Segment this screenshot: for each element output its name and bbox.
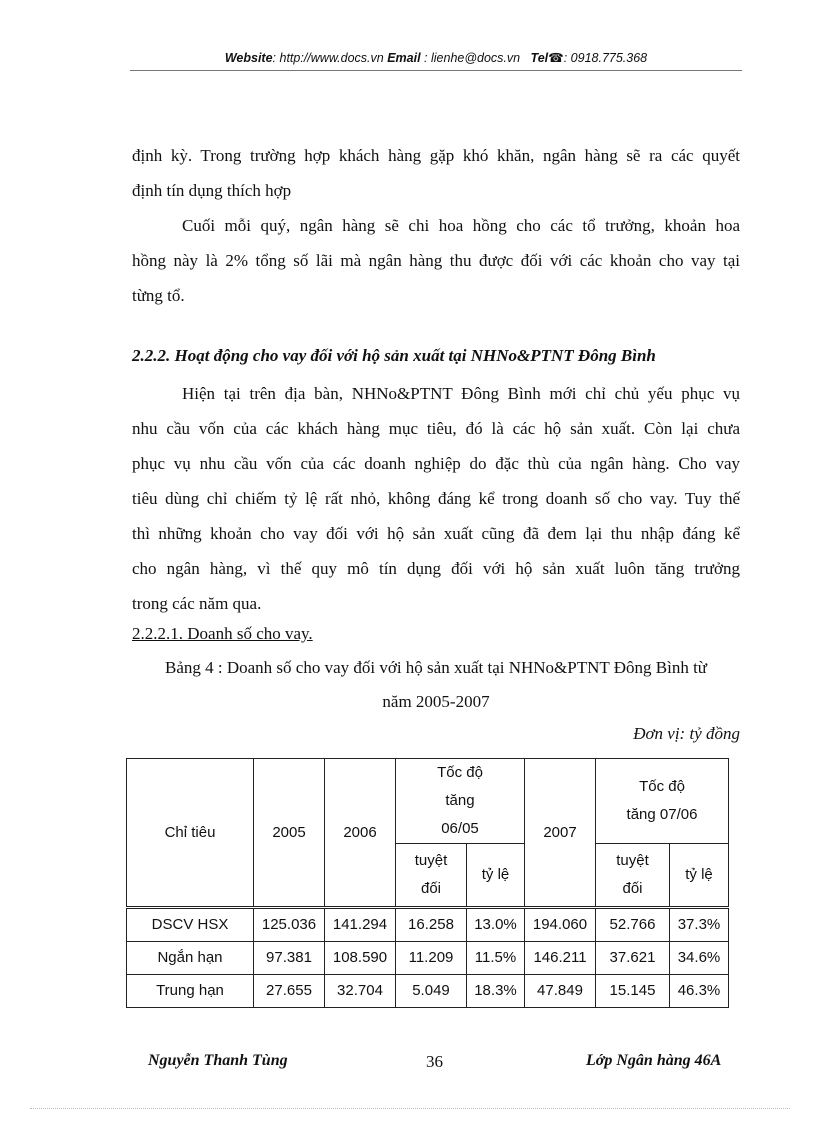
row-name: Ngắn hạn bbox=[127, 942, 254, 975]
cell-2007: 47.849 bbox=[525, 975, 596, 1008]
table-caption-line1: Bảng 4 : Doanh số cho vay đối với hộ sản xuất tại NHNo&PTNT Đông Bình từ bbox=[164, 658, 708, 677]
header-2006: 2006 bbox=[325, 759, 396, 908]
website-label: Website bbox=[224, 51, 273, 65]
subsection-heading: 2.2.2.1. Doanh số cho vay. bbox=[132, 624, 313, 643]
cell-2005: 125.036 bbox=[254, 908, 325, 942]
text-line: định tín dụng thích hợp bbox=[132, 181, 292, 200]
text-line: Cuối mỗi quý, ngân hàng sẽ chi hoa hồng cho các tổ trưởng, khoản hoa bbox=[182, 216, 740, 235]
cell-abs-06-05: 5.049 bbox=[396, 975, 467, 1008]
cell-abs-06-05: 11.209 bbox=[396, 942, 467, 975]
cell-2007: 146.211 bbox=[525, 942, 596, 975]
cell-abs-07-06: 52.766 bbox=[596, 908, 670, 942]
cell-rate-06-05: 11.5% bbox=[467, 942, 525, 975]
text-line: nhu cầu vốn của các khách hàng mục tiêu, đó là các hộ sản xuất. Còn lại chưa bbox=[132, 419, 740, 438]
text-line: từng tổ. bbox=[132, 286, 185, 305]
cell-rate-07-06: 34.6% bbox=[670, 942, 729, 975]
loan-turnover-table bbox=[126, 758, 729, 1008]
tel-label: Tel bbox=[530, 51, 549, 65]
footer-author: Nguyễn Thanh Tùng bbox=[148, 1052, 288, 1069]
table-caption bbox=[132, 651, 740, 719]
website-value[interactable]: : http://www.docs.vn bbox=[272, 51, 384, 65]
header-absolute: tuyệt đối bbox=[396, 844, 467, 908]
cell-2006: 108.590 bbox=[325, 942, 396, 975]
table-row bbox=[127, 908, 729, 942]
footer-divider bbox=[30, 1108, 790, 1109]
table-row bbox=[127, 942, 729, 975]
text-line: định kỳ. Trong trường hợp khách hàng gặp khó khăn, ngân hàng sẽ ra các quyết bbox=[132, 146, 740, 165]
footer-class: Lớp Ngân hàng 46A bbox=[586, 1052, 722, 1069]
header-2005: 2005 bbox=[254, 759, 325, 908]
header-rate: tỷ lệ bbox=[670, 844, 729, 908]
text-line: cho ngân hàng, vì thế quy mô tín dụng đối với hộ sản xuất luôn tăng trưởng bbox=[132, 559, 740, 578]
row-name: Trung hạn bbox=[127, 975, 254, 1008]
cell-rate-06-05: 13.0% bbox=[467, 908, 525, 942]
text-line: Hiện tại trên địa bàn, NHNo&PTNT Đông Bình mới chỉ chủ yếu phục vụ bbox=[182, 384, 740, 403]
intro-paragraph bbox=[132, 138, 740, 313]
cell-rate-06-05: 18.3% bbox=[467, 975, 525, 1008]
cell-2005: 27.655 bbox=[254, 975, 325, 1008]
text-line: phục vụ nhu cầu vốn của các doanh nghiệp do đặc thù của ngân hàng. Cho vay bbox=[132, 454, 740, 473]
body-paragraph bbox=[132, 376, 740, 621]
tel-value: ☎: 0918.775.368 bbox=[548, 51, 648, 65]
header-growth-07-06: Tốc độ tăng 07/06 bbox=[596, 759, 729, 844]
cell-abs-07-06: 37.621 bbox=[596, 942, 670, 975]
page-number: 36 bbox=[426, 1052, 443, 1071]
cell-2006: 32.704 bbox=[325, 975, 396, 1008]
cell-2005: 97.381 bbox=[254, 942, 325, 975]
text-line: hồng này là 2% tổng số lãi mà ngân hàng thu được đối với các khoản cho vay tại bbox=[132, 251, 740, 270]
row-name: DSCV HSX bbox=[127, 908, 254, 942]
cell-rate-07-06: 46.3% bbox=[670, 975, 729, 1008]
text-line: thì những khoản cho vay đối với hộ sản xuất cũng đã đem lại thu nhập đáng kể bbox=[132, 524, 740, 543]
unit-label: Đơn vị: tỷ đồng bbox=[633, 724, 740, 743]
header-chi-tieu: Chỉ tiêu bbox=[127, 759, 254, 908]
cell-2007: 194.060 bbox=[525, 908, 596, 942]
email-label: Email bbox=[387, 51, 421, 65]
cell-abs-07-06: 15.145 bbox=[596, 975, 670, 1008]
table-row bbox=[127, 975, 729, 1008]
section-heading: 2.2.2. Hoạt động cho vay đối với hộ sản xuất tại NHNo&PTNT Đông Bình bbox=[132, 346, 656, 365]
cell-abs-06-05: 16.258 bbox=[396, 908, 467, 942]
text-line: trong các năm qua. bbox=[132, 594, 262, 613]
header-2007: 2007 bbox=[525, 759, 596, 908]
text-line: tiêu dùng chỉ chiếm tỷ lệ rất nhỏ, không đáng kể trong doanh số cho vay. Tuy thế bbox=[132, 489, 740, 508]
cell-rate-07-06: 37.3% bbox=[670, 908, 729, 942]
cell-2006: 141.294 bbox=[325, 908, 396, 942]
header-divider bbox=[130, 70, 742, 71]
table-caption-line2: năm 2005-2007 bbox=[382, 692, 490, 711]
header-rate: tỷ lệ bbox=[467, 844, 525, 908]
page-header bbox=[130, 50, 742, 65]
email-value[interactable]: : lienhe@docs.vn bbox=[420, 51, 521, 65]
header-absolute: tuyệt đối bbox=[596, 844, 670, 908]
header-growth-06-05: Tốc độ tăng 06/05 bbox=[396, 759, 525, 844]
